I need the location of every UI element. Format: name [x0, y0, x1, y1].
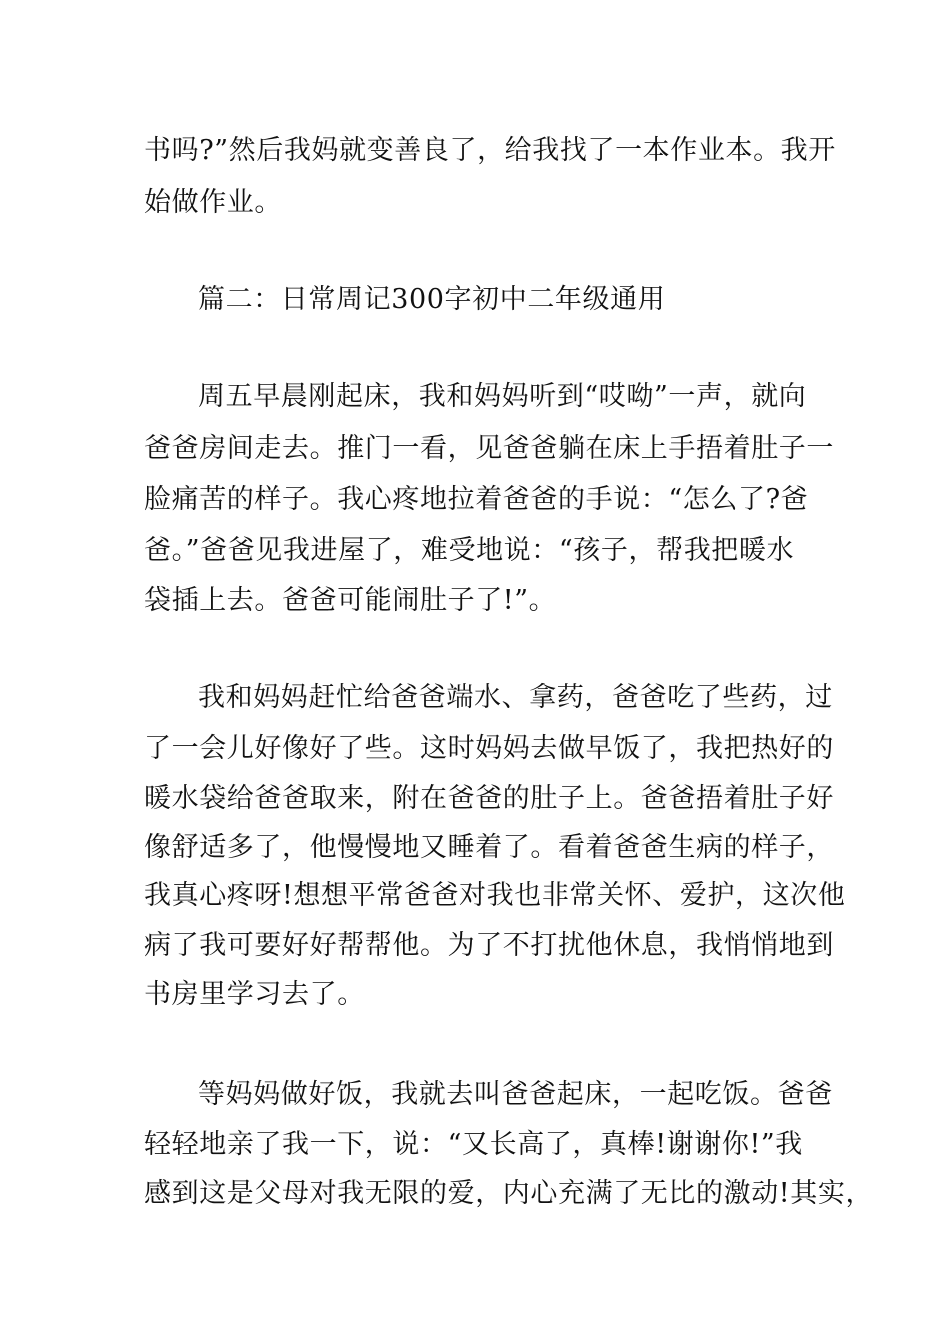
text-line: 爸。”爸爸见我进屋了，难受地说：“孩子，帮我把暖水 — [144, 535, 795, 566]
text-line: 暖水袋给爸爸取来，附在爸爸的肚子上。爸爸捂着肚子好 — [144, 783, 834, 814]
text-line: 病了我可要好好帮帮他。为了不打扰他休息，我悄悄地到 — [144, 930, 834, 961]
text-line: 书吗?”然后我妈就变善良了，给我找了一本作业本。我开 — [144, 135, 836, 166]
text-line: 脸痛苦的样子。我心疼地拉着爸爸的手说：“怎么了?爸 — [144, 484, 809, 515]
text-line: 像舒适多了，他慢慢地又睡着了。看着爸爸生病的样子， — [144, 832, 834, 863]
text-line: 书房里学习去了。 — [144, 979, 365, 1010]
text-line: 我真心疼呀!想想平常爸爸对我也非常关怀、爱护，这次他 — [144, 880, 846, 911]
text-line: 袋插上去。爸爸可能闹肚子了!”。 — [144, 585, 557, 616]
section-heading: 篇二：日常周记300字初中二年级通用 — [198, 284, 666, 315]
text-line: 始做作业。 — [144, 187, 282, 218]
text-line: 感到这是父母对我无限的爱，内心充满了无比的激动!其实， — [144, 1178, 874, 1209]
text-line: 我和妈妈赶忙给爸爸端水、拿药，爸爸吃了些药，过 — [198, 682, 833, 713]
text-line: 了一会儿好像好了些。这时妈妈去做早饭了，我把热好的 — [144, 733, 834, 764]
text-line: 周五早晨刚起床，我和妈妈听到“哎呦”一声，就向 — [198, 381, 807, 412]
text-line: 等妈妈做好饭，我就去叫爸爸起床，一起吃饭。爸爸 — [198, 1079, 833, 1110]
text-line: 爸爸房间走去。推门一看，见爸爸躺在床上手捂着肚子一 — [144, 433, 834, 464]
text-line: 轻轻地亲了我一下，说：“又长高了，真棒!谢谢你!”我 — [144, 1129, 803, 1160]
